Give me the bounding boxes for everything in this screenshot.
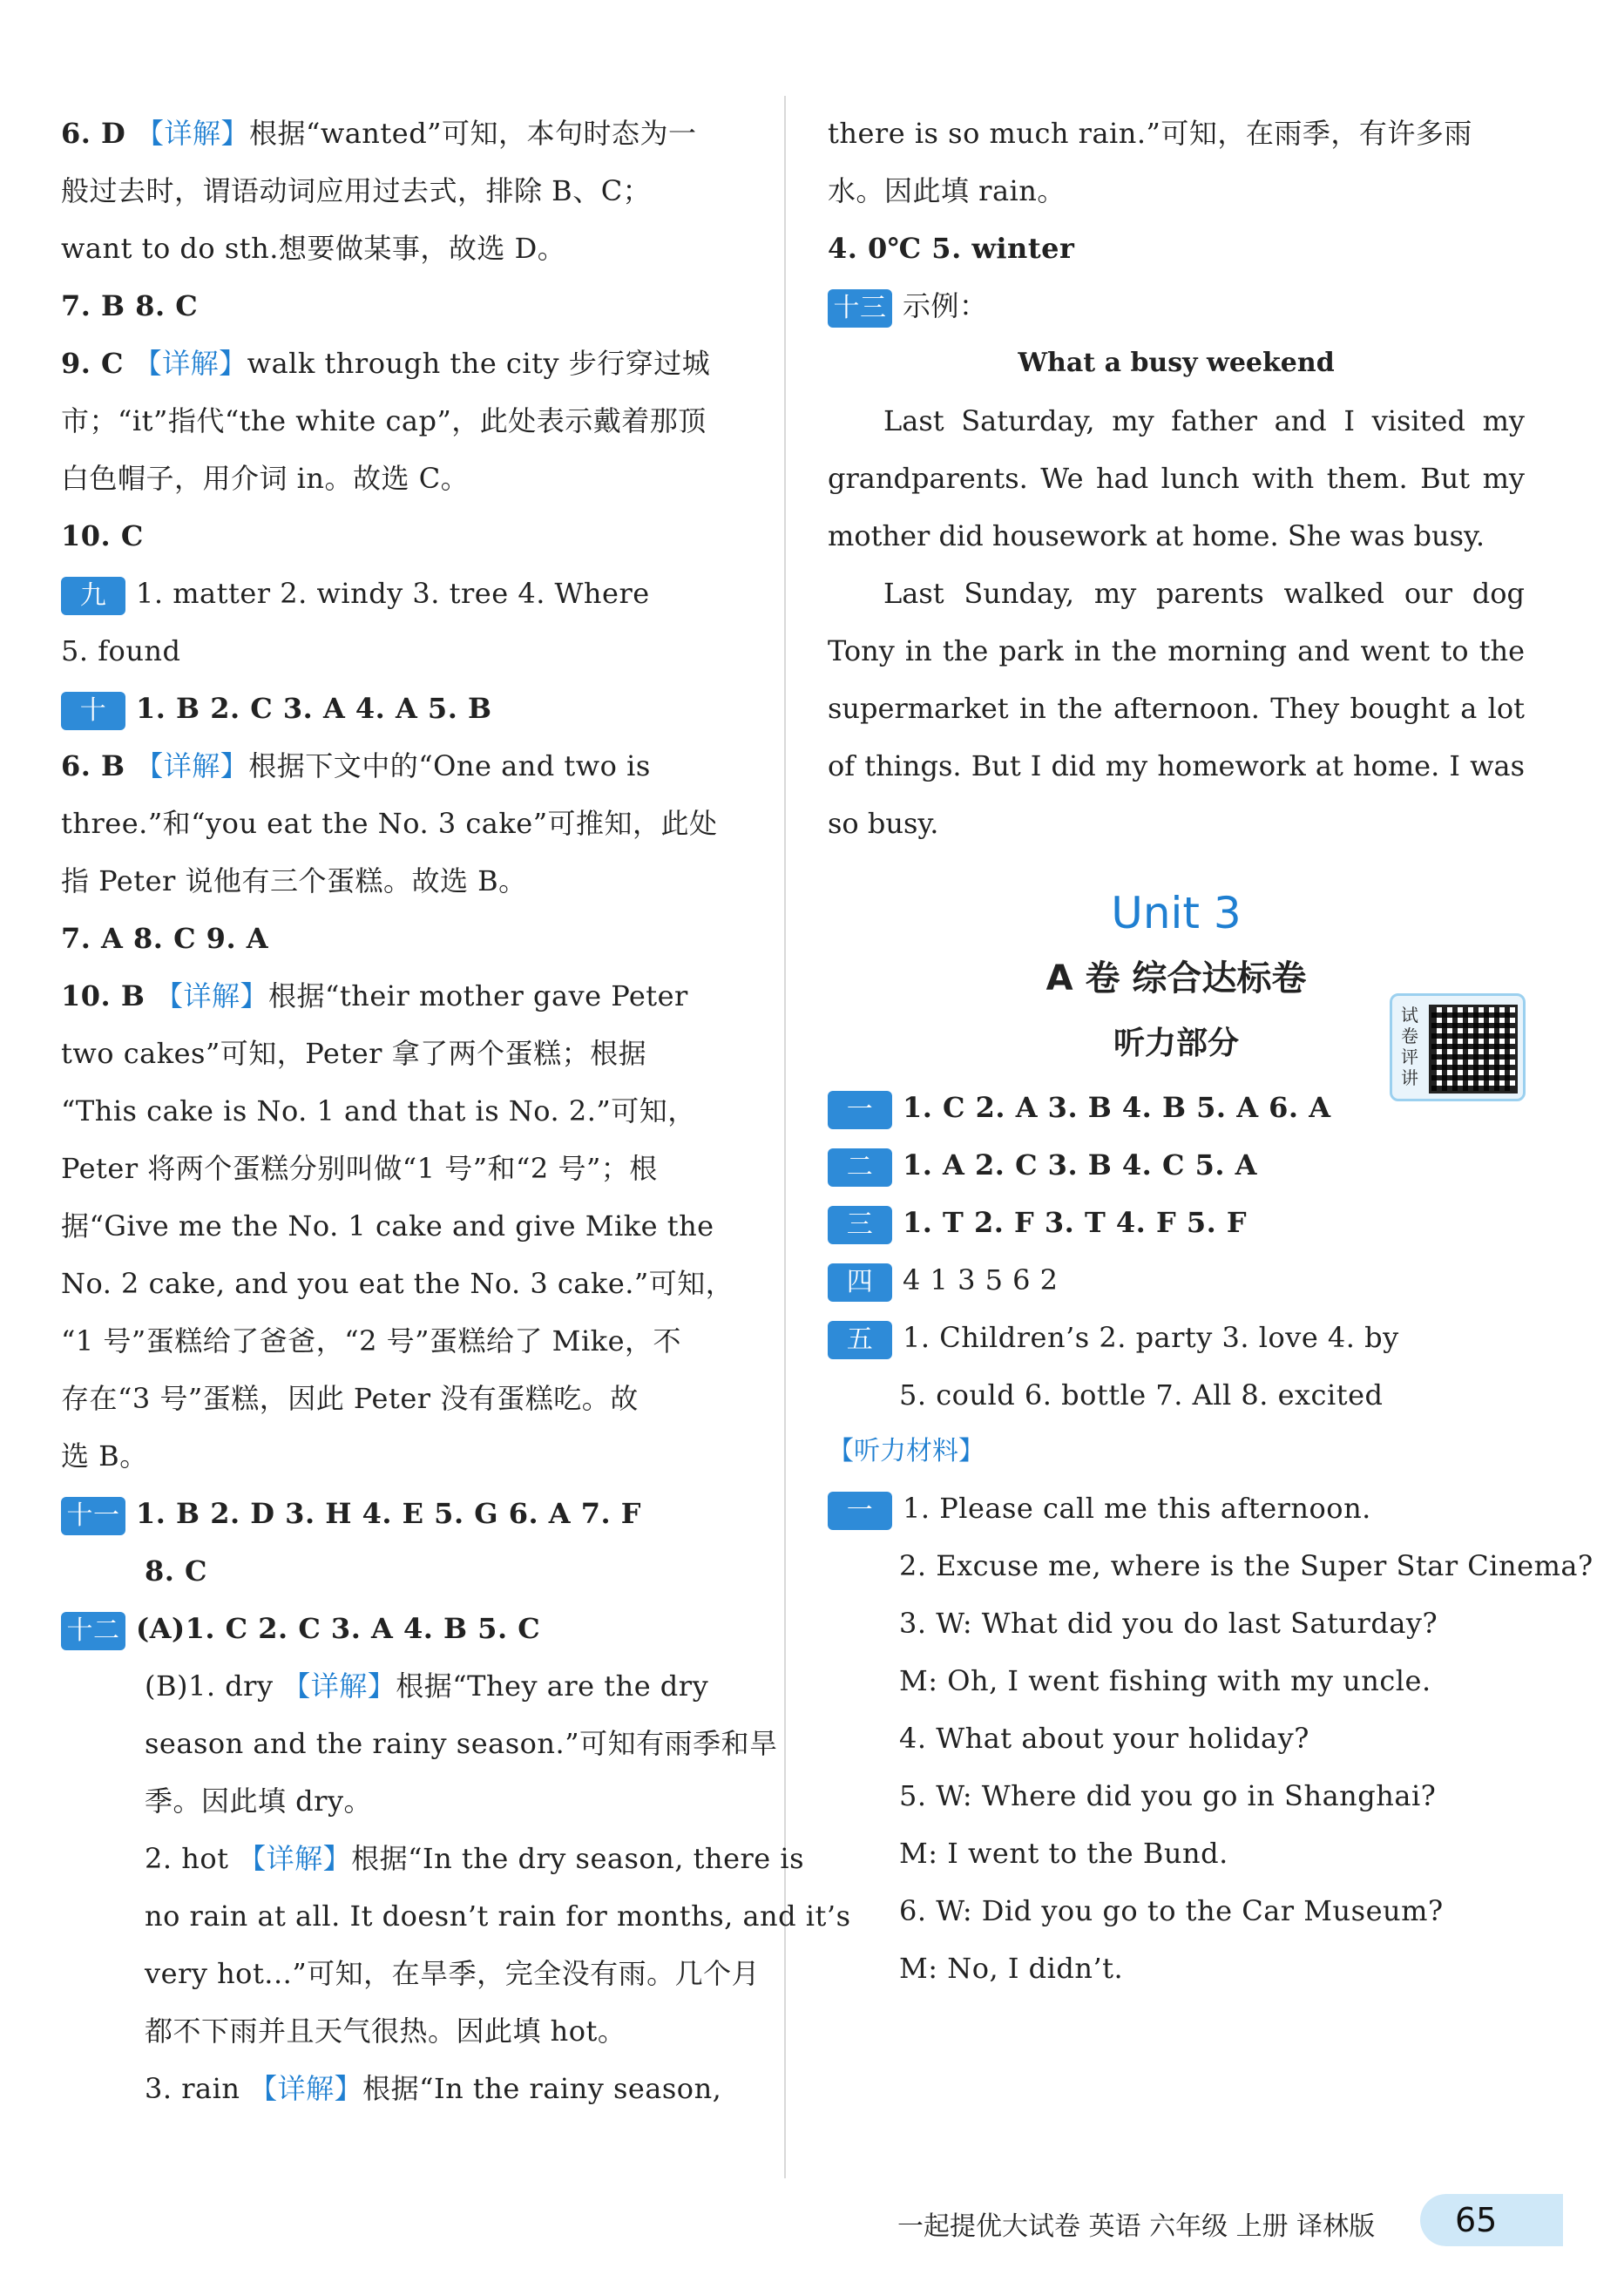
line-text: 根据“In the dry season, there is <box>351 1842 805 1875</box>
answer-line <box>828 277 1525 335</box>
line-text: 根据“their mother gave Peter <box>268 979 688 1012</box>
answer-line <box>61 1772 758 1830</box>
line-text: “1 号”蛋糕给了爸爸，“2 号”蛋糕给了 Mike，不 <box>61 1324 682 1358</box>
explanation-label: 【详解】 <box>133 347 247 380</box>
line-text: 8. C <box>145 1554 208 1588</box>
line-text: M: Oh, I went fishing with my uncle. <box>899 1664 1431 1697</box>
qr-label: 试卷评讲 <box>1401 1005 1418 1088</box>
line-text: 9. C <box>61 347 134 380</box>
answer-line <box>61 105 758 162</box>
line-text: 3. W: What did you do last Saturday? <box>899 1607 1438 1640</box>
answer-line <box>61 1025 758 1082</box>
line-text: three.”和“you eat the No. 3 cake”可推知，此处 <box>61 807 718 840</box>
answer-line <box>61 1600 758 1657</box>
line-text: 根据“wanted”可知，本句时态为一 <box>248 117 697 150</box>
answer-line <box>828 1194 1525 1251</box>
answer-line <box>828 1537 1594 1595</box>
line-text: very hot...”可知，在旱季，完全没有雨。几个月 <box>145 1957 761 1990</box>
line-text: 10. B <box>61 979 155 1012</box>
material-label: 【听力材料】 <box>828 1436 985 1466</box>
answer-line <box>61 1485 758 1542</box>
line-text: 3. rain <box>145 2072 250 2105</box>
line-text: 市；“it”指代“the white cap”，此处表示戴着那顶 <box>61 404 707 437</box>
answer-line <box>61 335 758 392</box>
answer-line <box>828 1136 1525 1194</box>
answer-line <box>828 1767 1525 1825</box>
section-number-badge: 四 <box>828 1263 892 1302</box>
answer-line <box>828 220 1525 277</box>
line-text: 白色帽子，用介词 in。故选 C。 <box>61 462 470 495</box>
answer-line <box>61 622 758 680</box>
line-text: 5. W: Where did you go in Shanghai? <box>899 1779 1437 1812</box>
answer-line <box>61 2002 758 2060</box>
answer-line <box>828 1882 1525 1940</box>
line-text: 10. C <box>61 519 144 552</box>
line-text: 水。因此填 rain。 <box>828 174 1066 207</box>
section-number-badge: 一 <box>828 1492 892 1530</box>
line-text: two cakes”可知，Peter 拿了两个蛋糕；根据 <box>61 1037 647 1070</box>
answer-line <box>828 1479 1525 1537</box>
line-text: No. 2 cake, and you eat the No. 3 cake.”可知， <box>61 1267 734 1300</box>
answer-line <box>61 1082 758 1140</box>
answer-line <box>61 220 758 277</box>
essay-paragraph-2: Last Sunday, my parents walked our dog Tony in the park in the morning and went to the supermarket in the afternoon. They bought a lot of things. But I did my homework at home. I was so busy. <box>828 577 1525 840</box>
line-text: 根据下文中的“One and two is <box>248 749 651 782</box>
answer-line <box>828 1595 1525 1652</box>
qr-code-badge[interactable] <box>1390 993 1526 1101</box>
answer-line <box>61 1140 758 1197</box>
section-number-badge: 五 <box>828 1321 892 1359</box>
explanation-label: 【详解】 <box>135 117 249 150</box>
listening-answers <box>828 1079 1525 1424</box>
line-text: 据“Give me the No. 1 cake and give Mike the <box>61 1209 714 1242</box>
answer-line <box>61 1945 761 2002</box>
line-text: there is so much rain.”可知，在雨季，有许多雨 <box>828 117 1472 150</box>
section-number-badge: 十一 <box>61 1497 125 1535</box>
answer-line <box>61 1255 758 1312</box>
line-text: 7. A 8. C 9. A <box>61 922 269 955</box>
answer-line <box>61 852 758 910</box>
section-number-badge: 三 <box>828 1206 892 1244</box>
answer-line <box>828 1366 1525 1424</box>
line-text: 根据“They are the dry <box>396 1669 709 1703</box>
line-text: 示例： <box>903 289 988 322</box>
line-text: 1. A 2. C 3. B 4. C 5. A <box>903 1148 1257 1182</box>
line-text: 1. T 2. F 3. T 4. F 5. F <box>903 1206 1248 1239</box>
line-text: 6. D <box>61 117 136 150</box>
explanation-label: 【详解】 <box>249 2072 363 2105</box>
line-text: 1. Please call me this afternoon. <box>903 1492 1371 1525</box>
line-text: Peter 将两个蛋糕分别叫做“1 号”和“2 号”；根 <box>61 1152 658 1185</box>
answer-line <box>828 1825 1525 1882</box>
line-text: walk through the city 步行穿过城 <box>247 347 711 380</box>
line-text: 2. Excuse me, where is the Super Star Cinema? <box>899 1549 1594 1582</box>
answer-line <box>61 1715 778 1772</box>
explanation-label: 【详解】 <box>155 979 269 1012</box>
section-number-badge: 十三 <box>828 289 892 328</box>
answer-line <box>828 105 1525 162</box>
section-number-badge: 十二 <box>61 1612 125 1650</box>
answer-line <box>828 1652 1525 1710</box>
answer-line <box>61 392 758 450</box>
line-text: 5. could 6. bottle 7. All 8. excited <box>899 1378 1384 1412</box>
line-text: (B)1. dry <box>145 1669 283 1703</box>
line-text: 存在“3 号”蛋糕，因此 Peter 没有蛋糕吃。故 <box>61 1382 639 1415</box>
essay-paragraph-1: Last Saturday, my father and I visited my grandparents. We had lunch with them. But my mother did housework at home. She was busy. <box>828 404 1525 552</box>
line-text: 6. W: Did you go to the Car Museum? <box>899 1894 1444 1927</box>
line-text: 指 Peter 说他有三个蛋糕。故选 B。 <box>61 864 527 897</box>
section-number-badge: 二 <box>828 1148 892 1187</box>
section-title: 听力部分 <box>1113 1026 1239 1061</box>
qr-code-icon <box>1429 1005 1518 1093</box>
listening-material <box>828 1479 1594 1997</box>
line-text: 1. B 2. C 3. A 4. A 5. B <box>136 692 492 725</box>
right-top-answers <box>828 105 1525 335</box>
answer-line <box>61 1312 758 1370</box>
line-text: 1. B 2. D 3. H 4. E 5. G 6. A 7. F <box>136 1497 641 1530</box>
line-text: want to do sth.想要做某事，故选 D。 <box>61 232 566 265</box>
line-text: M: I went to the Bund. <box>899 1837 1228 1870</box>
line-text: no rain at all. It doesn’t rain for months, and it’s <box>145 1899 851 1933</box>
line-text: 2. hot <box>145 1842 239 1875</box>
line-text: 7. B 8. C <box>61 289 199 322</box>
line-text: 根据“In the rainy season, <box>362 2072 722 2105</box>
essay-title: What a busy weekend <box>1018 348 1335 378</box>
answer-line <box>828 162 1525 220</box>
section-number-badge: 九 <box>61 577 125 615</box>
answer-line <box>61 737 758 795</box>
answer-line <box>828 1710 1525 1767</box>
line-text: 4. What about your holiday? <box>899 1722 1309 1755</box>
answer-line <box>61 1887 851 1945</box>
line-text: (A)1. C 2. C 3. A 4. B 5. C <box>136 1612 541 1645</box>
line-text: 选 B。 <box>61 1439 148 1473</box>
explanation-label: 【详解】 <box>238 1842 352 1875</box>
answer-line <box>61 1427 758 1485</box>
answer-line <box>61 1370 758 1427</box>
right-column <box>828 105 1594 1997</box>
line-text: 1. Children’s 2. party 3. love 4. by <box>903 1321 1399 1354</box>
answer-line <box>61 450 758 507</box>
answer-line <box>61 1197 758 1255</box>
line-text: 季。因此填 dry。 <box>145 1784 373 1818</box>
answer-line <box>61 1830 805 1887</box>
unit-title: Unit 3 <box>1111 888 1242 938</box>
section-number-badge: 一 <box>828 1091 892 1129</box>
line-text: M: No, I didn’t. <box>899 1952 1124 1985</box>
line-text: 4. 0℃ 5. winter <box>828 232 1075 265</box>
answer-line <box>828 1251 1525 1309</box>
line-text: 5. found <box>61 634 181 667</box>
line-text: season and the rainy season.”可知有雨季和旱 <box>145 1727 778 1760</box>
line-text: 般过去时，谓语动词应用过去式，排除 B、C； <box>61 174 652 207</box>
answer-line <box>61 565 758 622</box>
line-text: 1. C 2. A 3. B 4. B 5. A 6. A <box>903 1091 1331 1124</box>
section-number-badge: 十 <box>61 692 125 730</box>
line-text: 6. B <box>61 749 136 782</box>
answer-line <box>61 1657 758 1715</box>
explanation-label: 【详解】 <box>135 749 249 782</box>
answer-line <box>828 1309 1525 1366</box>
answer-line <box>61 680 758 737</box>
answer-line <box>61 277 758 335</box>
line-text: 1. matter 2. windy 3. tree 4. Where <box>136 577 650 610</box>
line-text: “This cake is No. 1 and that is No. 2.”可知， <box>61 1094 696 1127</box>
explanation-label: 【详解】 <box>282 1669 396 1703</box>
answer-line <box>61 2060 758 2117</box>
answer-line <box>61 162 758 220</box>
answer-line <box>61 507 758 565</box>
answer-line <box>828 1940 1525 1997</box>
page-number: 65 <box>1420 2194 1563 2246</box>
sample-essay <box>828 335 1525 852</box>
answer-line <box>61 967 758 1025</box>
answer-line <box>61 1542 758 1600</box>
footer-text: 一起提优大试卷 英语 六年级 上册 译林版 <box>897 2211 1376 2242</box>
answer-line <box>61 910 758 967</box>
left-column <box>61 105 851 2117</box>
line-text: 4 1 3 5 6 2 <box>903 1263 1059 1297</box>
answer-line <box>61 795 758 852</box>
paper-subtitle: A 卷 综合达标卷 <box>1045 958 1307 999</box>
line-text: 都不下雨并且天气很热。因此填 hot。 <box>145 2014 626 2048</box>
